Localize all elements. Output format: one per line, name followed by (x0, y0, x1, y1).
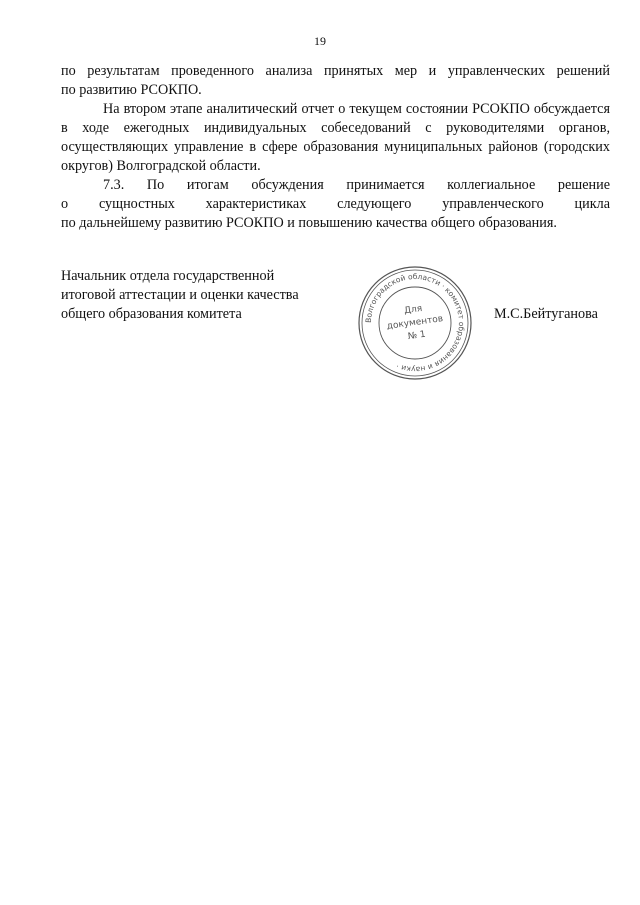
stamp-seal-graphic (356, 264, 474, 382)
signer-name: М.С.Бейтуганова (494, 306, 598, 322)
stamp-ring-text: Волгоградской области · комитет образования и науки · (363, 271, 467, 375)
document-body (61, 62, 610, 233)
stamp-center-line-1: Для (403, 303, 423, 317)
paragraph-3-line-2: о сущностных характеристиках следующего управленческого цикла (61, 196, 610, 212)
position-line-3: общего образования комитета (61, 306, 242, 322)
paragraph-3-line-3: по дальнейшему развитию РСОКПО и повышению качества общего образования. (61, 215, 557, 231)
official-stamp (356, 264, 474, 382)
paragraph-1-line-1: по результатам проведенного анализа принятых мер и управленческих решений (61, 63, 610, 79)
position-line-1: Начальник отдела государственной (61, 268, 275, 284)
paragraph-2: На втором этапе аналитический отчет о текущем состоянии РСОКПО обсуждается в ходе ежегодных индивидуальных собеседований с руководителями органов, осуществляющих управление в сфере образования муниципальных районов (городских округов) Волгоградской области. (61, 101, 610, 174)
paragraph-3-line-1: 7.3. По итогам обсуждения принимается коллегиальное решение (103, 177, 610, 193)
page-number: 19 (314, 34, 326, 48)
signatory-position (61, 267, 321, 324)
stamp-center-line-2: документов (386, 314, 444, 332)
paragraph-1-line-2: по развитию РСОКПО. (61, 82, 202, 98)
position-line-2: итоговой аттестации и оценки качества (61, 287, 299, 303)
stamp-center-line-3: № 1 (407, 329, 427, 343)
